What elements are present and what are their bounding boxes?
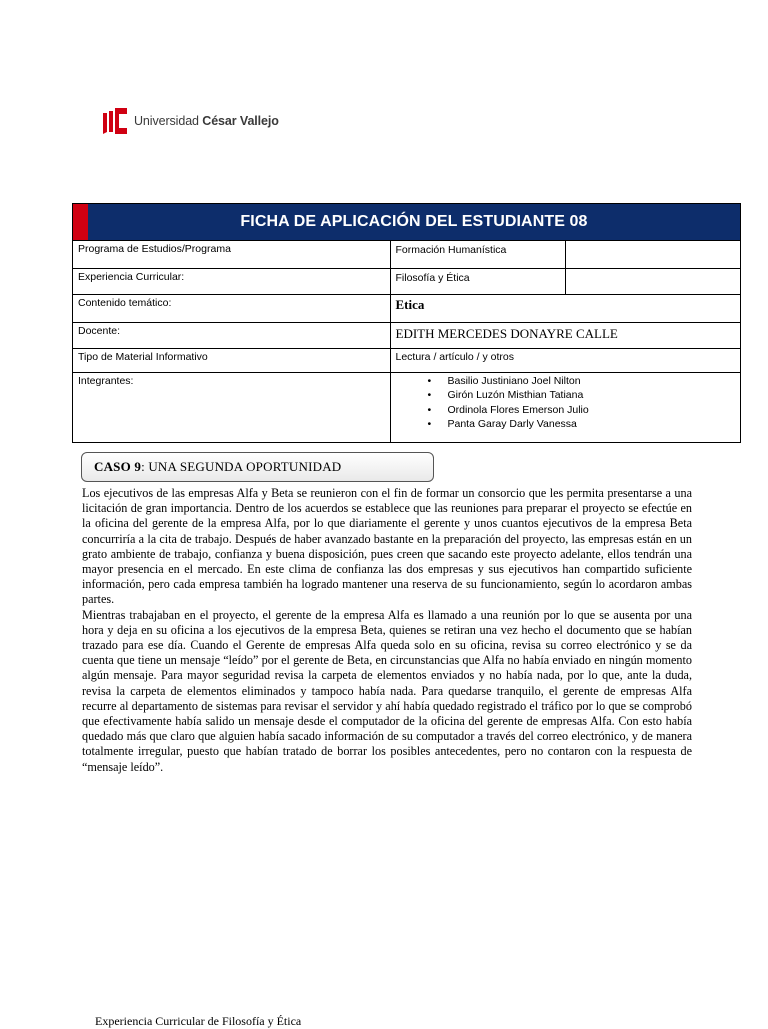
list-item: • Panta Garay Darly Vanessa <box>448 417 736 432</box>
value-docente: EDITH MERCEDES DONAYRE CALLE <box>390 322 740 348</box>
label-contenido: Contenido temático: <box>73 294 390 322</box>
case-body <box>82 486 692 775</box>
ucv-logo-icon <box>103 108 127 134</box>
case-number: CASO 9 <box>94 459 142 474</box>
list-item: • Girón Luzón Misthian Tatiana <box>448 388 736 403</box>
empty-cell <box>565 241 740 268</box>
label-experiencia: Experiencia Curricular: <box>73 268 390 294</box>
label-tipo-material: Tipo de Material Informativo <box>73 348 390 372</box>
list-item: • Ordinola Flores Emerson Julio <box>448 403 736 418</box>
paragraph: Mientras trabajaban en el proyecto, el gerente de la empresa Alfa es llamado a una reunión por lo que se ausenta por una hora y deja en su oficina a los ejecutivos de la empresa Beta, quienes se retiran una vez hecho el documento que se habían trazado para ese día. Cuando el Gerente de empresas Alfa queda solo en su oficina, revisa su correo electrónico y se da cuenta que tiene un mensaje “leído” por el gerente de Beta, en circunstancias que Alfa no había enviado en ningún momento algún mensaje. Para mayor seguridad revisa la carpeta de elementos enviados y no había nada, por lo que, ante la duda, revisa la carpeta de elementos eliminados y tampoco había nada. Para quedarse tranquilo, el gerente de empresas Alfa recurre al departamento de sistemas para revisar el servidor y ahí había quedado registrado el tráfico por lo que se comprobó que efectivamente había salido un mensaje desde el computador de la oficina del gerente de empresas Alfa. Con esto había quedado más que claro que alguien había sacado información de su computador a través del correo electrónico, y de manera totalmente irregular, puesto que habían tratado de borrar los posibles antecedentes, pero no contaron con la respuesta de “mensaje leído”. <box>82 607 692 774</box>
university-name: Universidad César Vallejo <box>134 114 279 128</box>
row-experiencia <box>73 268 740 294</box>
value-contenido: Etica <box>390 294 740 322</box>
page-footer: Experiencia Curricular de Filosofía y Ética <box>95 1014 302 1028</box>
row-tipo-material <box>73 348 740 372</box>
case-title-box <box>81 452 434 482</box>
empty-cell <box>565 268 740 294</box>
header-accent-bar <box>73 204 88 240</box>
value-tipo-material: Lectura / artículo / y otros <box>390 348 740 372</box>
value-programa: Formación Humanística <box>390 241 565 268</box>
row-docente <box>73 322 740 348</box>
list-item: • Basilio Justiniano Joel Nilton <box>448 374 736 389</box>
ficha-table <box>72 203 741 443</box>
ficha-title: FICHA DE APLICACIÓN DEL ESTUDIANTE 08 <box>240 213 588 230</box>
case-title: : UNA SEGUNDA OPORTUNIDAD <box>141 459 342 474</box>
row-integrantes <box>73 372 740 442</box>
ficha-header <box>73 204 740 241</box>
integrantes-list <box>396 374 736 432</box>
value-integrantes <box>390 372 740 442</box>
row-contenido <box>73 294 740 322</box>
value-experiencia: Filosofía y Ética <box>390 268 565 294</box>
label-programa: Programa de Estudios/Programa <box>73 241 390 268</box>
ficha-grid <box>73 241 740 442</box>
row-programa <box>73 241 740 268</box>
university-logo <box>103 108 279 134</box>
label-integrantes: Integrantes: <box>73 372 390 442</box>
paragraph: Los ejecutivos de las empresas Alfa y Beta se reunieron con el fin de formar un consorcio que les permita presentarse a una licitación de gran importancia. Dentro de los acuerdos se establece que las reuniones para preparar el proyecto se efectúe en la oficina del gerente de la empresa Alfa, por lo que diariamente el gerente y unos cuantos ejecutivos de la empresa Beta concurriría a la cita de trabajo. Después de haber avanzado bastante en la preparación del proyecto, las empresas están en un grato ambiente de trabajo, confianza y buena disposición, pues creen que sacando este proyecto adelante, ellos tendrán una mayor presencia en el mercado. En este clima de confianza las dos empresas y sus ejecutivos han compartido suficiente información, pero cada empresa también ha logrado mantener una reserva de su funcionamiento, según lo acordaron ambas partes. <box>82 486 692 607</box>
label-docente: Docente: <box>73 322 390 348</box>
